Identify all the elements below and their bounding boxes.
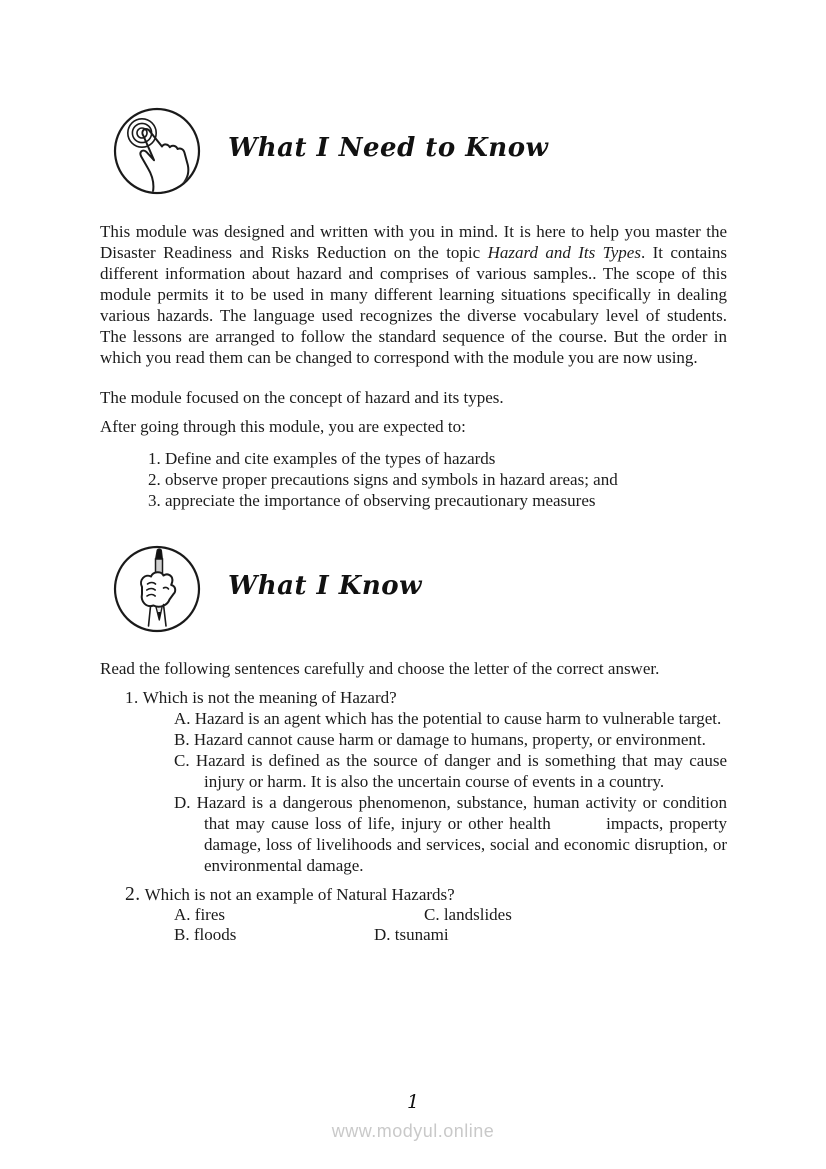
intro-topic-italic: Hazard and Its Types — [487, 243, 641, 262]
question-2 — [125, 884, 727, 905]
intro-text-after: . It contains different information about hazard and comprises of various samples.. The scope of this module permits it to be used in many different learning situations specifically in dealing various hazards. The language used recognizes the diverse vocabulary level of students. The lessons are arranged to follow the standard sequence of the course. But the order in which you read them can be changed to correspond with the module you are now using. — [100, 243, 727, 367]
hand-holding-pen-icon — [112, 544, 202, 634]
question-text: Which is not an example of Natural Hazards? — [144, 885, 455, 904]
q1-option-b: B. Hazard cannot cause harm or damage to humans, property, or environment. — [174, 730, 706, 749]
q2-options-row-1 — [174, 905, 727, 925]
page-content — [100, 0, 727, 945]
question-1 — [125, 687, 727, 708]
section-title: What I Need to Know — [228, 132, 549, 163]
intro-text-before: This module was designed and written with you in mind. It is here to help you master the Disaster Readiness and Risks Reduction on the topic — [100, 222, 727, 262]
q1-option-a: A. Hazard is an agent which has the potential to cause harm to vulnerable target. — [174, 709, 722, 728]
section-header-what-i-know — [112, 544, 727, 634]
section-header-what-i-need-to-know — [112, 106, 727, 196]
watermark: www.modyul.online — [331, 1121, 495, 1141]
objective-item: 3. appreciate the importance of observing precautionary measures — [148, 491, 596, 510]
q2-option-a: A. fires — [174, 905, 225, 924]
expected-intro-line: After going through this module, you are expected to: — [100, 417, 466, 436]
q2-option-d: D. tsunami — [374, 925, 449, 944]
objective-item: 1. Define and cite examples of the types of hazards — [148, 449, 496, 468]
q1-option-c: C. Hazard is defined as the source of danger and is something that may cause injury or harm. It is also the uncertain course of events in a country. — [174, 751, 728, 791]
touch-press-icon — [112, 106, 202, 196]
q2-options-row-2 — [174, 925, 727, 945]
objective-item: 2. observe proper precautions signs and symbols in hazard areas; and — [148, 470, 618, 489]
q2-option-c: C. landslides — [424, 905, 512, 924]
objectives-list — [148, 448, 727, 511]
question-text: Which is not the meaning of Hazard? — [142, 688, 397, 707]
quiz-instructions: Read the following sentences carefully and choose the letter of the correct answer. — [100, 659, 660, 678]
q1-option-d: D. Hazard is a dangerous phenomenon, substance, human activity or condition that may cause loss of life, injury or other health impacts, property damage, loss of livelihoods and services, social and economic disruption, or environmental damage. — [174, 793, 728, 875]
page-number: 1 — [406, 1091, 420, 1113]
question-number: 2. — [125, 884, 141, 905]
q2-option-b: B. floods — [174, 925, 237, 944]
module-focus-line: The module focused on the concept of hazard and its types. — [100, 388, 504, 407]
section-title: What I Know — [228, 570, 422, 601]
module-intro-paragraph — [100, 221, 727, 368]
question-number: 1. — [125, 688, 139, 707]
